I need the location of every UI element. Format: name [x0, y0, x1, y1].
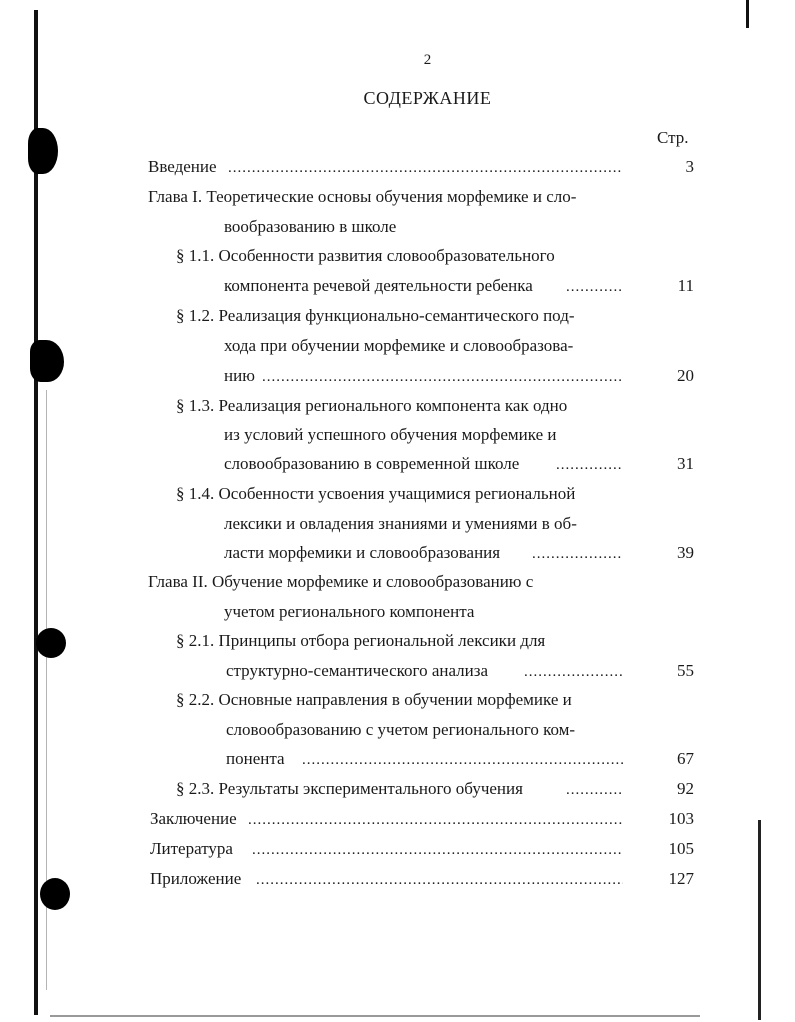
dot-leader [566, 779, 623, 799]
toc-section-2-2-title-cont: словообразованию с учетом регионального ком- [226, 720, 576, 739]
toc-section-2-2-title-end: понента [226, 749, 285, 768]
toc-chapter-2-title: Глава II. Обучение морфемике и словообразованию с [148, 572, 534, 591]
toc-section-1-2-title: § 1.2. Реализация функционально-семантического под- [176, 306, 575, 325]
toc-section-1-3-page: 31 [677, 454, 694, 473]
toc-intro-title: Введение [148, 157, 217, 176]
toc-section-1-2-title-end: нию [224, 366, 255, 385]
scan-edge-right-top [746, 0, 749, 28]
binder-hole [40, 878, 70, 910]
toc-section-2-1-title-cont: структурно-семантического анализа [226, 661, 489, 680]
toc-section-1-2-title-cont: хода при обучении морфемике и словообразова- [224, 336, 574, 355]
dot-leader [262, 366, 623, 386]
dot-leader [256, 869, 623, 889]
dot-leader [248, 809, 623, 829]
binder-hole [36, 628, 66, 658]
toc-section-1-4-title-cont: лексики и овладения знаниями и умениями в об- [224, 514, 577, 533]
dot-leader [556, 454, 623, 474]
toc-section-2-2-title: § 2.2. Основные направления в обучении морфемике и [176, 690, 572, 709]
toc-section-2-2-page: 67 [677, 749, 694, 768]
dot-leader [228, 157, 621, 177]
toc-conclusion-title: Заключение [150, 809, 237, 828]
toc-section-1-4-title: § 1.4. Особенности усвоения учащимися региональной [176, 484, 576, 503]
binder-hole [30, 340, 64, 382]
toc-section-1-2-row [176, 306, 625, 326]
toc-intro-page: 3 [685, 157, 694, 176]
toc-appendix-page: 127 [668, 869, 694, 888]
scan-edge-bottom [50, 1015, 700, 1017]
toc-section-1-1-title-cont: компонента речевой деятельности ребенка [224, 276, 533, 295]
toc-section-2-1-page: 55 [677, 661, 694, 680]
page-title: СОДЕРЖАНИЕ [363, 88, 492, 108]
toc-conclusion-page: 103 [668, 809, 694, 828]
dot-leader [566, 276, 623, 296]
dot-leader [302, 749, 623, 769]
toc-section-1-4-title-end: ласти морфемики и словообразования [224, 543, 501, 562]
toc-section-1-2-page: 20 [677, 366, 694, 385]
toc-section-2-1-title: § 2.1. Принципы отбора региональной лексики для [176, 631, 546, 650]
toc-chapter-1-title-cont: вообразованию в школе [224, 217, 397, 236]
toc-section-1-3-title-cont: из условий успешного обучения морфемике и [224, 425, 557, 444]
toc-literature-title: Литература [150, 839, 233, 858]
toc-chapter-2-title-cont: учетом регионального компонента [224, 602, 475, 621]
toc-section-1-1-title: § 1.1. Особенности развития словообразовательного [176, 246, 555, 265]
toc-section-1-4-page: 39 [677, 543, 694, 562]
dot-leader [524, 661, 623, 681]
toc-chapter-1-title: Глава I. Теоретические основы обучения морфемике и сло- [148, 187, 577, 206]
page-number: 2 [423, 52, 432, 68]
scan-edge-right-bottom [758, 820, 761, 1020]
dot-leader [532, 543, 623, 563]
toc-literature-page: 105 [668, 839, 694, 858]
page-column-heading: Стр. [657, 128, 689, 147]
binder-hole [28, 128, 58, 174]
toc-section-2-3-title: § 2.3. Результаты экспериментального обучения [176, 779, 523, 798]
toc-section-2-3-page: 92 [677, 779, 694, 798]
toc-section-1-1-page: 11 [677, 276, 694, 295]
toc-section-1-3-title: § 1.3. Реализация регионального компонента как одно [176, 396, 568, 415]
toc-section-1-3-title-end: словообразованию в современной школе [224, 454, 520, 473]
toc-appendix-title: Приложение [150, 869, 242, 888]
dot-leader [252, 839, 623, 859]
